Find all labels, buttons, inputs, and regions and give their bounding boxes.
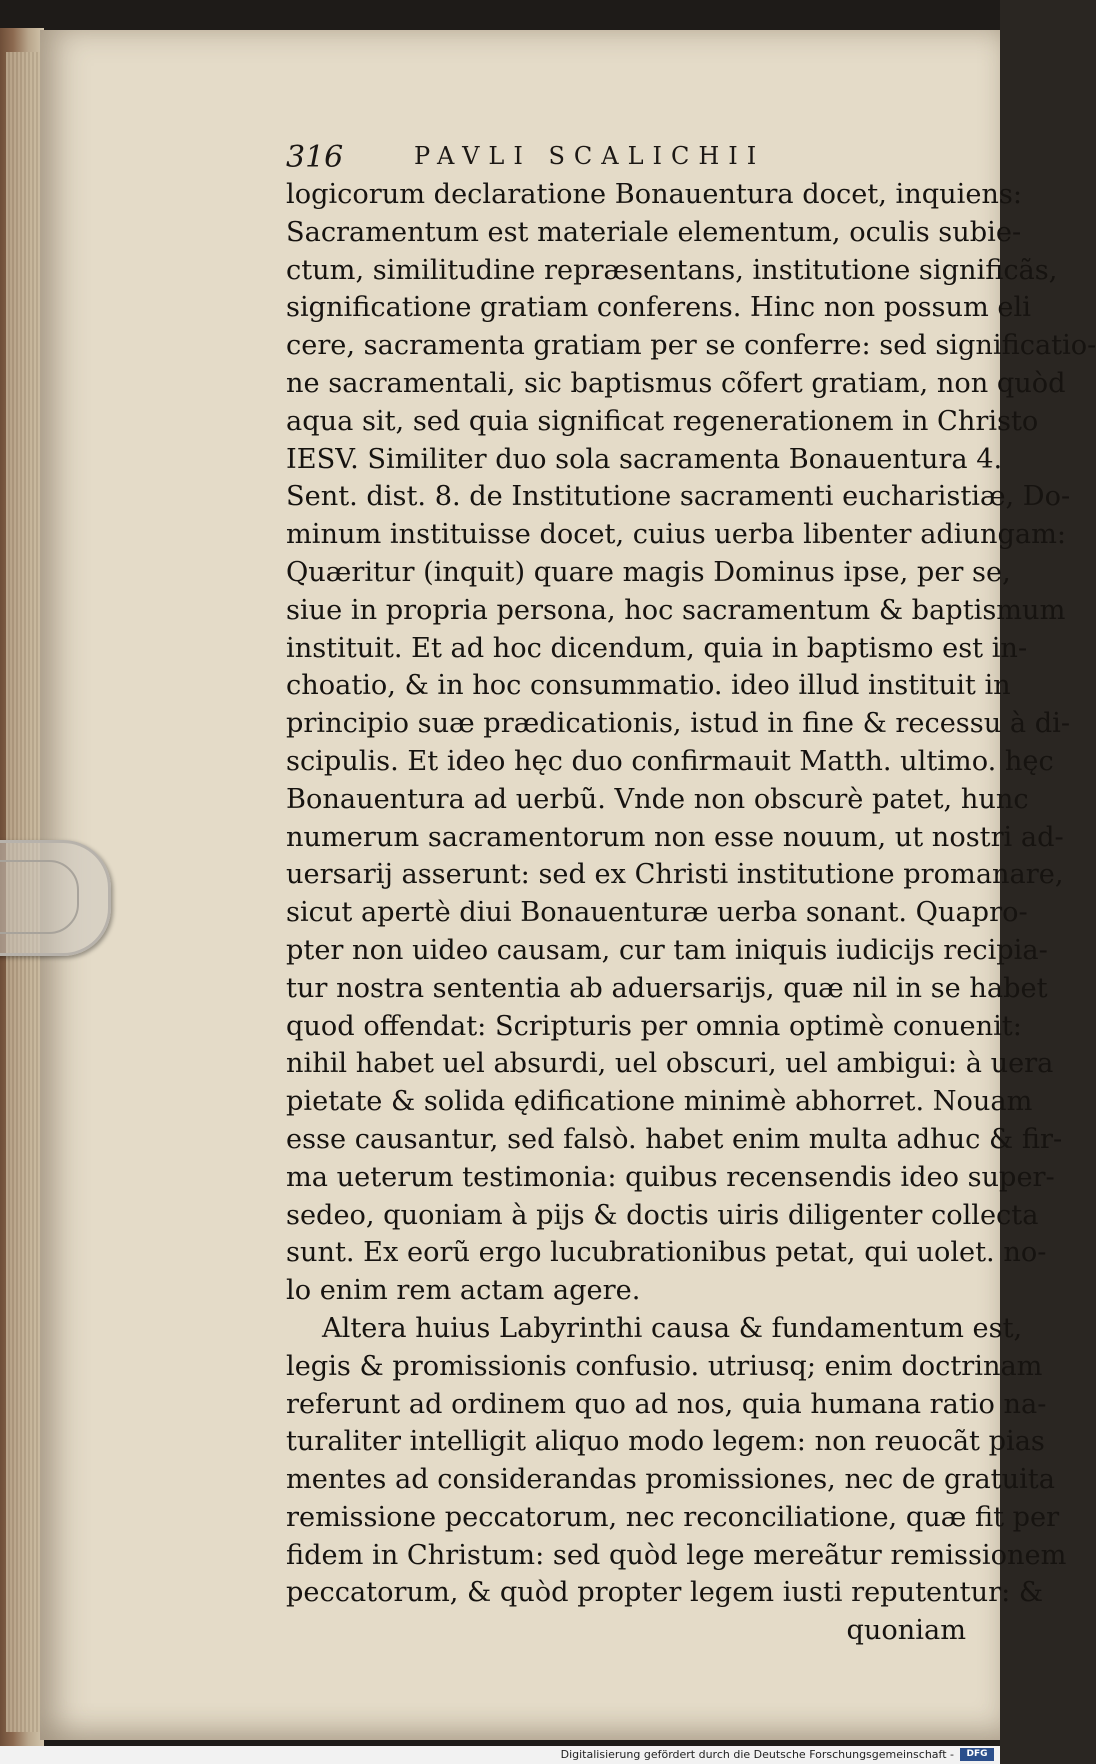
text-line: numerum sacramentorum non esse nouum, ut nostri ad-: [286, 821, 1064, 853]
text-line: turaliter intelligit aliquo modo legem: non reuocãt pias: [286, 1426, 1045, 1458]
text-line: sedeo, quoniam à pijs & doctis uiris diligenter collecta: [286, 1199, 1039, 1231]
page-clip-inner: [0, 860, 79, 934]
text-line: ma ueterum testimonia: quibus recensendis ideo super-: [286, 1161, 1055, 1193]
text-line: siue in propria persona, hoc sacramentum & baptismum: [286, 594, 1066, 626]
text-line: nihil habet uel absurdi, uel obscuri, uel ambigui: à uera: [286, 1048, 1054, 1080]
footer-credit: Digitalisierung gefördert durch die Deutsche Forschungsgemeinschaft -: [560, 1748, 954, 1761]
text-line: cere, sacramenta gratiam per se conferre: sed significatio-: [286, 330, 1096, 362]
catchword: quoniam: [846, 1615, 966, 1647]
text-line: Sent. dist. 8. de Institutione sacramenti eucharistiæ, Do-: [286, 481, 1071, 513]
text-line: minum instituisse docet, cuius uerba libenter adiungam:: [286, 519, 1067, 551]
text-line: pter non uideo causam, cur tam iniquis iudicijs recipia-: [286, 934, 1048, 966]
body-text: [286, 176, 1096, 1650]
text-line: logicorum declaratione Bonauentura docet, inquiens:: [286, 179, 1023, 210]
dfg-logo: DFG: [960, 1748, 994, 1761]
text-line: pietate & solida ędificatione minimè abhorret. Nouam: [286, 1086, 1033, 1118]
text-line: mentes ad considerandas promissiones, nec de gratuita: [286, 1464, 1055, 1496]
running-head: [286, 140, 926, 176]
text-line: legis & promissionis confusio. utriusq; enim doctrinam: [286, 1350, 1043, 1382]
text-line: ctum, similitudine repræsentans, institutione significãs,: [286, 254, 1058, 286]
text-line: fidem in Christum: sed quòd lege mereãtur remissionem: [286, 1539, 1067, 1571]
text-line: lo enim rem actam agere.: [286, 1275, 641, 1307]
text-line: principio suæ prædicationis, istud in fine & recessu à di-: [286, 708, 1071, 740]
text-line: peccatorum, & quòd propter legem iusti reputentur: &: [286, 1577, 1044, 1609]
text-line: IESV. Similiter duo sola sacramenta Bonauentura 4.: [286, 443, 1003, 475]
text-line: choatio, & in hoc consummatio. ideo illud instituit in: [286, 670, 1011, 702]
text-line: quod offendat: Scripturis per omnia optimè conuenit:: [286, 1010, 1022, 1042]
digitization-footer: [0, 1746, 1000, 1764]
text-line: referunt ad ordinem quo ad nos, quia humana ratio na-: [286, 1388, 1047, 1420]
text-line: scipulis. Et ideo hęc duo confirmauit Matth. ultimo. hęc: [286, 745, 1054, 777]
text-line: uersarij asserunt: sed ex Christi institutione promanare,: [286, 859, 1064, 891]
page-number: 316: [286, 140, 344, 175]
text-line: Bonauentura ad uerbũ. Vnde non obscurè patet, hunc: [286, 783, 1029, 815]
paragraph-start-line: Altera huius Labyrinthi causa & fundamentum est,: [322, 1312, 1023, 1344]
text-line: Sacramentum est materiale elementum, oculis subie-: [286, 216, 1022, 248]
text-line: Quæritur (inquit) quare magis Dominus ipse, per se,: [286, 556, 1011, 588]
text-line: esse causantur, sed falsò. habet enim multa adhuc & fir-: [286, 1123, 1063, 1155]
running-title: PAVLI SCALICHII: [414, 142, 766, 170]
text-line: tur nostra sententia ab aduersarijs, quæ nil in se habet: [286, 972, 1048, 1004]
text-line: remissione peccatorum, nec reconciliatione, quæ fit per: [286, 1501, 1060, 1533]
text-line: aqua sit, sed quia significat regenerationem in Christo: [286, 405, 1039, 437]
text-line: sicut apertè diui Bonauenturæ uerba sonant. Quapro-: [286, 897, 1028, 929]
text-line: instituit. Et ad hoc dicendum, quia in baptismo est in-: [286, 632, 1028, 664]
text-line: ne sacramentali, sic baptismus cõfert gratiam, non quòd: [286, 367, 1066, 399]
text-line: sunt. Ex eorũ ergo lucubrationibus petat, qui uolet. no-: [286, 1237, 1047, 1269]
text-line: significatione gratiam conferens. Hinc non possum eli: [286, 292, 1031, 324]
